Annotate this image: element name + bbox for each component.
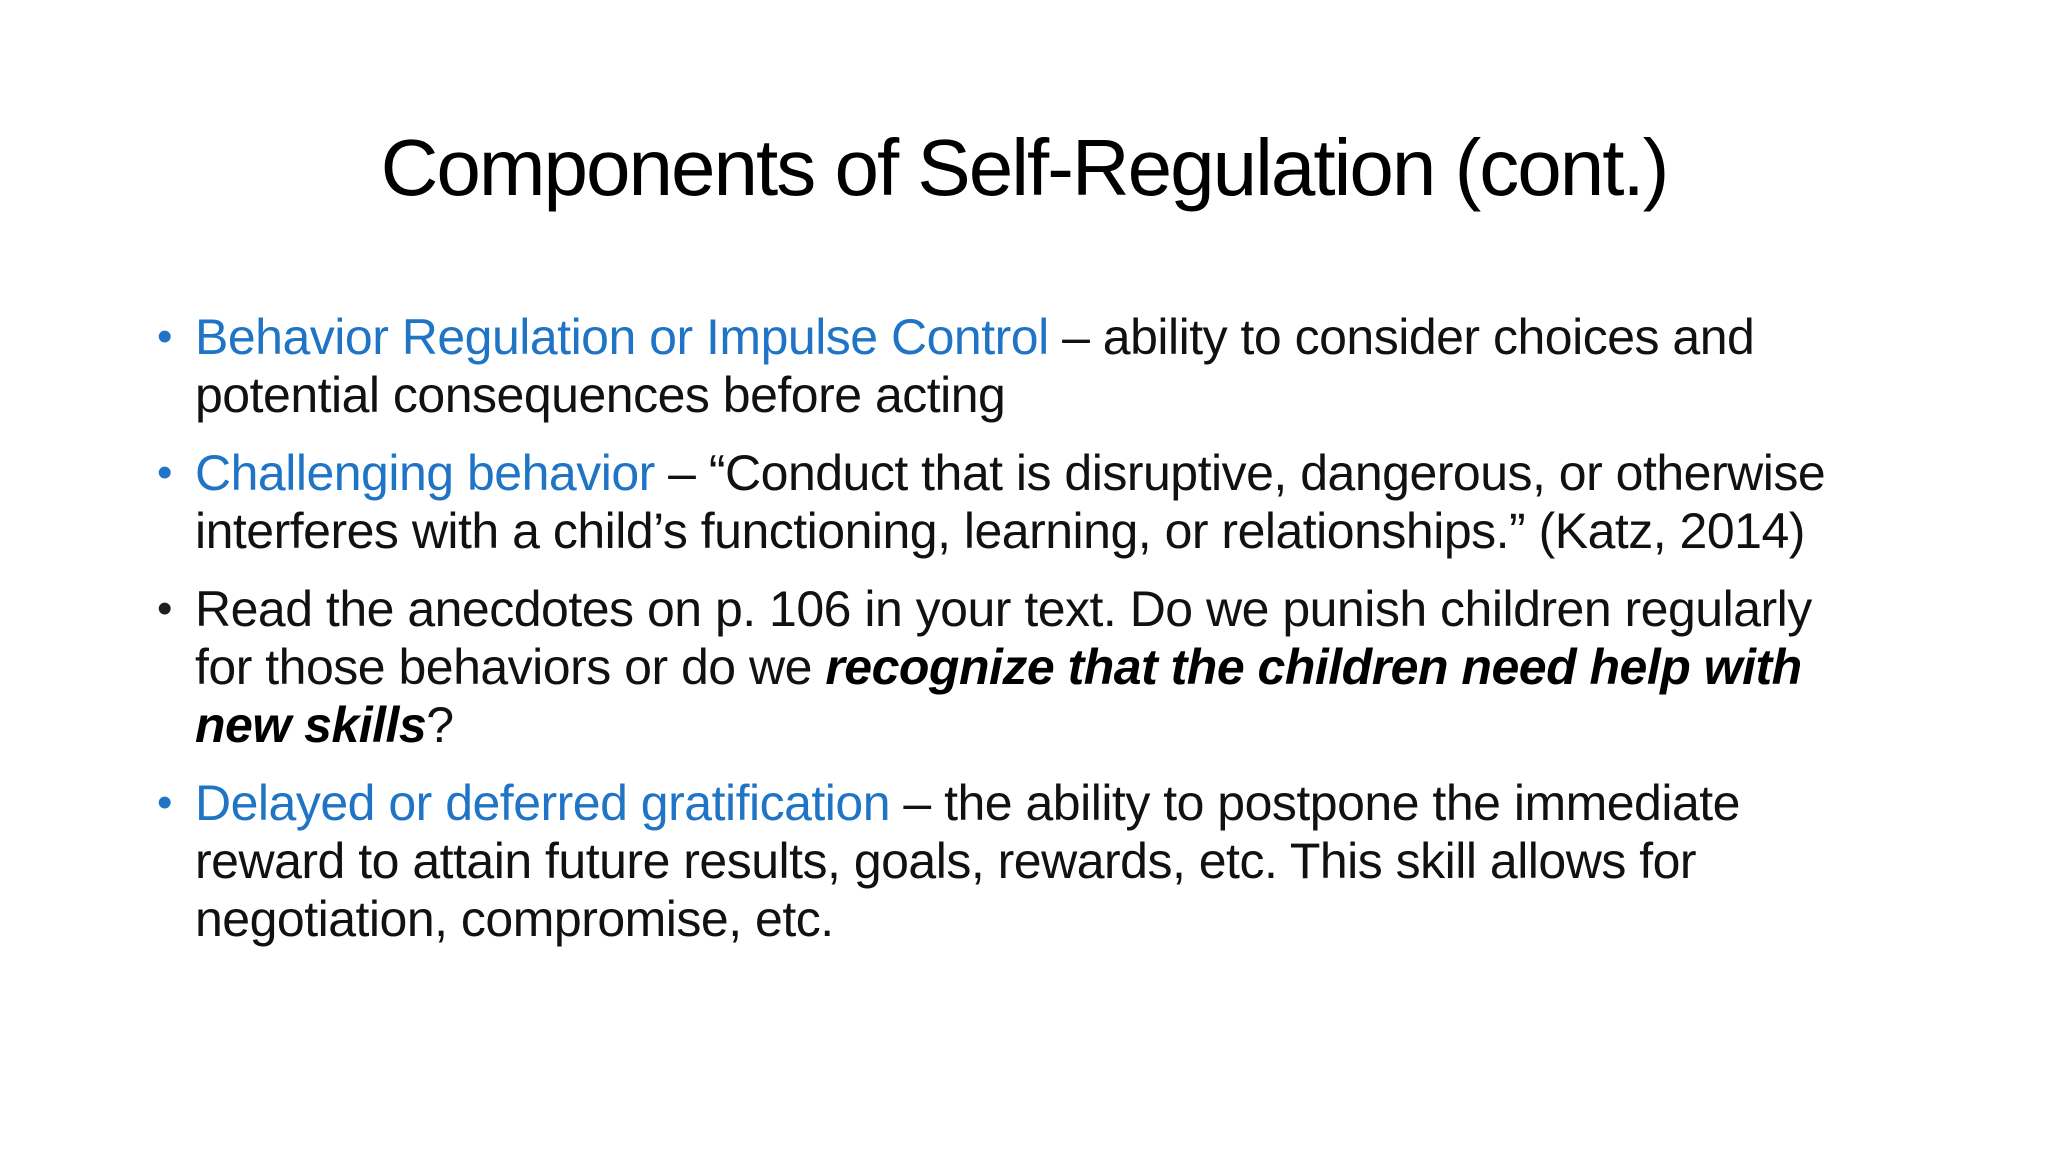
- bullet-list: [150, 308, 1870, 968]
- slide-title: Components of Self-Regulation (cont.): [380, 123, 1668, 212]
- anecdotes-question-mark: ?: [426, 697, 454, 753]
- bullet-item-challenging-behavior: [150, 444, 1870, 560]
- bullet-item-anecdotes-question: [150, 580, 1870, 754]
- bullet-icon: •: [157, 312, 172, 361]
- term-challenging-behavior: Challenging behavior: [195, 445, 655, 501]
- bullet-icon: •: [157, 448, 172, 497]
- definition-challenging-behavior: – “Conduct that is disruptive, dangerous, or otherwise interferes with a child’s functioning, learning, or relationships.” (Katz, 2014): [195, 445, 1826, 559]
- bullet-item-delayed-gratification: [150, 774, 1870, 948]
- term-behavior-regulation: Behavior Regulation or Impulse Control: [195, 309, 1049, 365]
- bullet-icon: •: [157, 778, 172, 827]
- definition-behavior-regulation: – ability to consider choices and potential consequences before acting: [195, 309, 1755, 423]
- definition-delayed-gratification: – the ability to postpone the immediate reward to attain future results, goals, rewards, etc. This skill allows for negotiation, compromise, etc.: [195, 775, 1740, 947]
- bullet-icon: •: [157, 584, 172, 633]
- term-delayed-gratification: Delayed or deferred gratification: [195, 775, 890, 831]
- anecdotes-emphasis: recognize that the children need help with new skills: [195, 639, 1802, 753]
- anecdotes-question-text: Read the anecdotes on p. 106 in your text. Do we punish children regularly for those behaviors or do we: [195, 581, 1812, 695]
- bullet-item-behavior-regulation: [150, 308, 1870, 424]
